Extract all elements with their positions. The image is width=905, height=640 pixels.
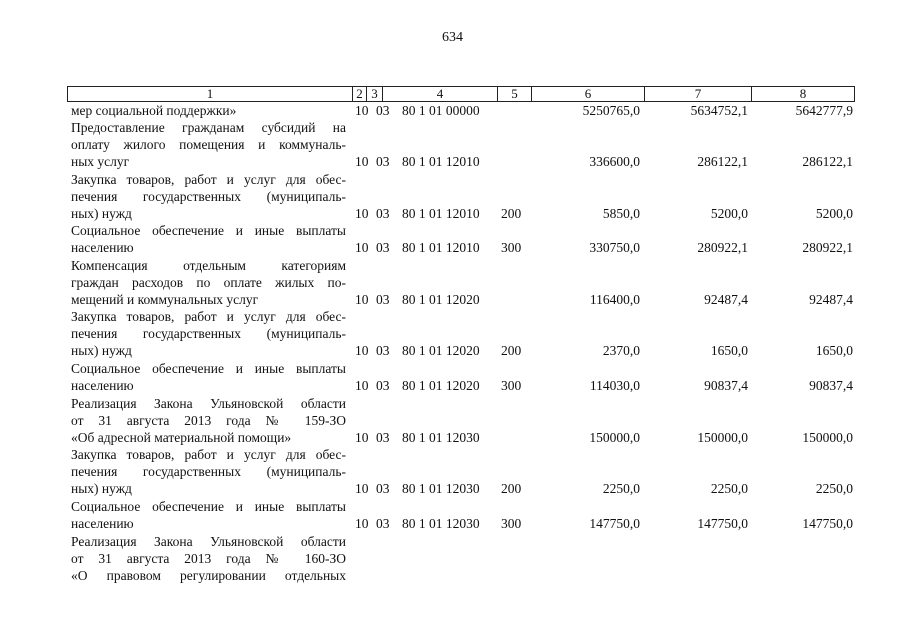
section-code: 10	[355, 206, 369, 221]
subsection-code: 03	[376, 430, 390, 445]
amount-col-8: 2250,0	[815, 481, 853, 496]
row-description	[71, 102, 346, 119]
header-col-7: 7	[644, 87, 751, 101]
page-number: 634	[442, 30, 463, 45]
target-article-code: 80 1 01 12020	[402, 378, 480, 393]
description-line: мер социальной поддержки»	[71, 103, 237, 118]
section-code: 10	[355, 430, 369, 445]
description-line: Социальное обеспечение и иные выплаты	[71, 499, 346, 514]
table-header	[67, 86, 855, 102]
description-line: Социальное обеспечение и иные выплаты	[71, 223, 346, 238]
description-line: печения государственных (муниципаль-	[71, 464, 346, 479]
description-line: ных услуг	[71, 154, 130, 169]
description-line: населению	[71, 516, 134, 531]
subsection-code: 03	[376, 343, 390, 358]
description-line: оплату жилого помещения и коммуналь-	[71, 137, 346, 152]
description-line: населению	[71, 240, 134, 255]
expense-type-code: 200	[501, 206, 522, 221]
amount-col-7: 92487,4	[704, 292, 748, 307]
section-code: 10	[355, 103, 369, 118]
description-line: Реализация Закона Ульяновской области	[71, 396, 346, 411]
amount-col-7: 147750,0	[697, 516, 748, 531]
amount-col-6: 5250765,0	[582, 103, 640, 118]
row-description	[71, 119, 346, 170]
row-description	[71, 498, 346, 532]
amount-col-6: 150000,0	[589, 430, 640, 445]
target-article-code: 80 1 01 12030	[402, 481, 480, 496]
amount-col-7: 90837,4	[704, 378, 748, 393]
description-line: от 31 августа 2013 года № 159-ЗО	[71, 413, 346, 428]
amount-col-8: 5642777,9	[795, 103, 853, 118]
expense-type-code: 200	[501, 481, 522, 496]
subsection-code: 03	[376, 206, 390, 221]
subsection-code: 03	[376, 103, 390, 118]
amount-col-6: 5850,0	[602, 206, 640, 221]
section-code: 10	[355, 240, 369, 255]
amount-col-8: 90837,4	[809, 378, 853, 393]
description-line: ных) нужд	[71, 206, 132, 221]
target-article-code: 80 1 01 12030	[402, 430, 480, 445]
expense-type-code: 300	[501, 516, 522, 531]
section-code: 10	[355, 516, 369, 531]
description-line: Закупка товаров, работ и услуг для обес-	[71, 172, 346, 187]
header-col-3: 3	[366, 87, 382, 101]
description-line: граждан расходов по оплате жилых по-	[71, 275, 346, 290]
subsection-code: 03	[376, 154, 390, 169]
header-col-4: 4	[382, 87, 497, 101]
amount-col-7: 1650,0	[710, 343, 748, 358]
amount-col-7: 5200,0	[710, 206, 748, 221]
target-article-code: 80 1 01 12010	[402, 240, 480, 255]
amount-col-6: 2370,0	[602, 343, 640, 358]
amount-col-7: 2250,0	[710, 481, 748, 496]
amount-col-8: 1650,0	[815, 343, 853, 358]
amount-col-7: 280922,1	[697, 240, 748, 255]
row-description	[71, 395, 346, 446]
amount-col-8: 286122,1	[802, 154, 853, 169]
section-code: 10	[355, 292, 369, 307]
subsection-code: 03	[376, 516, 390, 531]
amount-col-7: 286122,1	[697, 154, 748, 169]
description-line: Компенсация отдельным категориям	[71, 258, 346, 273]
description-line: ных) нужд	[71, 343, 132, 358]
expense-type-code: 300	[501, 240, 522, 255]
subsection-code: 03	[376, 481, 390, 496]
section-code: 10	[355, 378, 369, 393]
description-line: Предоставление гражданам субсидий на	[71, 120, 346, 135]
description-line: «Об адресной материальной помощи»	[71, 430, 292, 445]
amount-col-8: 147750,0	[802, 516, 853, 531]
subsection-code: 03	[376, 240, 390, 255]
expense-type-code: 300	[501, 378, 522, 393]
row-description	[71, 308, 346, 359]
description-line: печения государственных (муниципаль-	[71, 326, 346, 341]
target-article-code: 80 1 01 12020	[402, 343, 480, 358]
section-code: 10	[355, 154, 369, 169]
amount-col-6: 336600,0	[589, 154, 640, 169]
description-line: от 31 августа 2013 года № 160-ЗО	[71, 551, 346, 566]
section-code: 10	[355, 343, 369, 358]
description-line: печения государственных (муниципаль-	[71, 189, 346, 204]
row-description	[71, 360, 346, 394]
amount-col-6: 147750,0	[589, 516, 640, 531]
amount-col-6: 116400,0	[589, 292, 640, 307]
row-description	[71, 446, 346, 497]
description-line: Закупка товаров, работ и услуг для обес-	[71, 447, 346, 462]
description-line: Закупка товаров, работ и услуг для обес-	[71, 309, 346, 324]
row-description	[71, 171, 346, 222]
description-line: «О правовом регулировании отдельных	[71, 568, 346, 583]
target-article-code: 80 1 01 12010	[402, 154, 480, 169]
target-article-code: 80 1 01 00000	[402, 103, 480, 118]
section-code: 10	[355, 481, 369, 496]
target-article-code: 80 1 01 12020	[402, 292, 480, 307]
header-col-1: 1	[206, 86, 214, 101]
subsection-code: 03	[376, 292, 390, 307]
amount-col-6: 2250,0	[602, 481, 640, 496]
row-description	[71, 533, 346, 584]
amount-col-6: 114030,0	[589, 378, 640, 393]
amount-col-7: 150000,0	[697, 430, 748, 445]
description-line: Социальное обеспечение и иные выплаты	[71, 361, 346, 376]
amount-col-8: 150000,0	[802, 430, 853, 445]
target-article-code: 80 1 01 12030	[402, 516, 480, 531]
amount-col-7: 5634752,1	[690, 103, 748, 118]
amount-col-8: 5200,0	[815, 206, 853, 221]
description-line: Реализация Закона Ульяновской области	[71, 534, 346, 549]
amount-col-6: 330750,0	[589, 240, 640, 255]
description-line: населению	[71, 378, 134, 393]
description-line: ных) нужд	[71, 481, 132, 496]
header-col-5: 5	[497, 87, 531, 101]
header-col-8: 8	[751, 87, 854, 101]
amount-col-8: 280922,1	[802, 240, 853, 255]
row-description	[71, 257, 346, 308]
target-article-code: 80 1 01 12010	[402, 206, 480, 221]
description-line: мещений и коммунальных услуг	[71, 292, 259, 307]
subsection-code: 03	[376, 378, 390, 393]
amount-col-8: 92487,4	[809, 292, 853, 307]
row-description	[71, 222, 346, 256]
header-col-2: 2	[352, 87, 366, 101]
expense-type-code: 200	[501, 343, 522, 358]
header-col-6: 6	[531, 87, 644, 101]
